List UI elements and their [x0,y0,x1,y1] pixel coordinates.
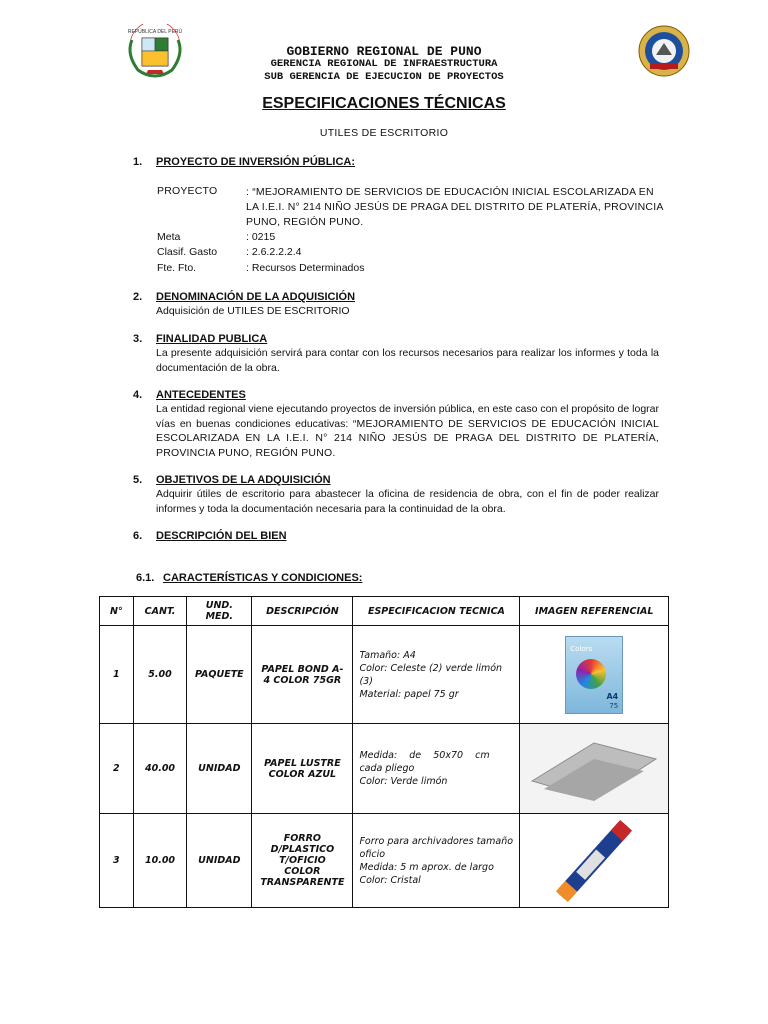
plastic-cover-roll-image [534,817,654,905]
section-label: ANTECEDENTES [156,389,246,401]
col-header-n: N° [100,597,134,626]
spec-line: Color: Cristal [359,874,421,886]
cell-cant: 10.00 [133,814,187,908]
section-3-heading [133,333,433,347]
cell-image [520,626,669,724]
section-3-text: La presente adquisición servirá para contar con los recursos necesarios para realizar los informes y toda la documentación de la obra. [156,347,659,374]
fuente-value: : Recursos Determinados [246,262,365,274]
section-label: PROYECTO DE INVERSIÓN PÚBLICA: [156,156,356,168]
project-value-line: : “MEJORAMIENTO DE SERVICIOS DE EDUCACIÓN INICIAL ESCOLARIZADA EN [246,186,654,198]
clasif-key: Clasif. Gasto [157,246,218,258]
col-header-desc: DESCRIPCIÓN [252,597,353,626]
cell-desc: FORRO D/PLASTICO T/OFICIO COLOR TRANSPARENTE [252,814,353,908]
paper-roll-image [524,729,664,809]
section-number: 6.1. [136,572,155,584]
section-number: 6. [133,530,143,542]
meta-key: Meta [157,231,181,243]
col-header-und: UND. MED. [187,597,252,626]
section-number: 4. [133,389,143,401]
section-label: DENOMINACIÓN DE LA ADQUISICIÓN [156,291,356,303]
cell-und: UNIDAD [187,814,252,908]
section-4-text-a: La entidad regional viene ejecutando proyectos de inversión pública, en este caso con el propósito de lograr vías en buenas condiciones educativas: [156,403,659,430]
cell-desc: PAPEL LUSTRE COLOR AZUL [252,724,353,814]
table-row [100,814,669,908]
project-value [246,185,664,230]
table-row [100,724,669,814]
pack-graphic [576,659,606,689]
document-title: ESPECIFICACIONES TÉCNICAS [262,95,506,112]
cell-n: 2 [100,724,134,814]
section-number: 5. [133,474,143,486]
cell-image [520,814,669,908]
section-1-heading [133,156,433,170]
section-number: 2. [133,291,143,303]
fuente-key: Fte. Fto. [157,262,197,274]
header-management: GERENCIA REGIONAL DE INFRAESTRUCTURA [270,58,498,70]
specifications-table [99,596,669,908]
cell-und: UNIDAD [187,724,252,814]
project-value-line: LA I.E.I. N° 214 NIÑO JESÚS DE PRAGA DEL DISTRITO DE PLATERÍA, PROVINCIA [246,201,664,213]
section-6-heading [133,530,433,544]
pack-size-label: A4 [606,691,619,701]
section-5-heading [133,474,433,488]
section-6-1-heading [136,572,436,586]
section-2-heading [133,291,433,305]
clasif-value: : 2.6.2.2.2.4 [246,246,302,258]
section-number: 1. [133,156,143,168]
meta-value: : 0215 [246,231,276,243]
cell-espec [353,626,520,724]
section-label: CARACTERÍSTICAS Y CONDICIONES: [163,572,363,584]
spec-line: Color: Verde limón [359,776,448,787]
cell-und: PAQUETE [187,626,252,724]
spec-line: Medida: 5 m aprox. de largo [359,861,494,873]
section-4-heading [133,389,433,403]
cell-desc: PAPEL BOND A-4 COLOR 75GR [252,626,353,724]
cell-image [520,724,669,814]
spec-line: Medida: de 50x70 cm cada pliego [359,750,502,774]
section-label: FINALIDAD PUBLICA [156,333,268,345]
project-value-line: PUNO, REGIÓN PUNO. [246,216,364,228]
header-sub-management: SUB GERENCIA DE EJECUCION DE PROYECTOS [264,71,504,83]
header-government: GOBIERNO REGIONAL DE PUNO [286,44,482,59]
spec-line: Material: papel 75 gr [359,688,459,700]
col-header-cant: CANT. [133,597,187,626]
cell-cant: 40.00 [133,724,187,814]
project-key: PROYECTO [157,185,218,197]
section-5-text: Adquirir útiles de escritorio para abastecer la oficina de residencia de obra, con el fin de poder realizar informes y toda la documentación necesaria para la continuidad de la obra. [156,488,659,515]
section-number: 3. [133,333,143,345]
spec-line: Tamaño: A4 [359,649,416,661]
section-4-text [156,402,659,460]
section-2-text: Adquisición de UTILES DE ESCRITORIO [156,305,350,317]
cell-n: 1 [100,626,134,724]
cell-cant: 5.00 [133,626,187,724]
section-label: OBJETIVOS DE LA ADQUISICIÓN [156,474,331,486]
spec-line: Forro para archivadores tamaño oficio [359,835,514,860]
pack-weight-label: 75 [609,701,619,710]
cell-espec [353,724,520,814]
document-subtitle: UTILES DE ESCRITORIO [319,127,449,139]
table-header-row [100,597,669,626]
cell-n: 3 [100,814,134,908]
pack-brand-label: Colors [570,644,593,653]
table-row [100,626,669,724]
section-4-text-b: “MEJORAMIENTO DE SERVICIOS DE EDUCACIÓN INICIAL ESCOLARIZADA EN LA I.E.I. N° 214 NIÑO JESÚS DE PRAGA DEL DISTRITO DE PLATERÍA, PROVINCIA PUNO, REGIÓN PUNO. [156,417,659,459]
cell-espec [353,814,520,908]
section-label: DESCRIPCIÓN DEL BIEN [156,530,287,542]
spec-line: Color: Celeste (2) verde limón (3) [359,662,503,687]
col-header-espec: ESPECIFICACION TECNICA [353,597,520,626]
svg-text:REPÚBLICA DEL PERÚ: REPÚBLICA DEL PERÚ [127,29,183,35]
col-header-img: IMAGEN REFERENCIAL [520,597,669,626]
paper-pack-image [565,636,623,714]
